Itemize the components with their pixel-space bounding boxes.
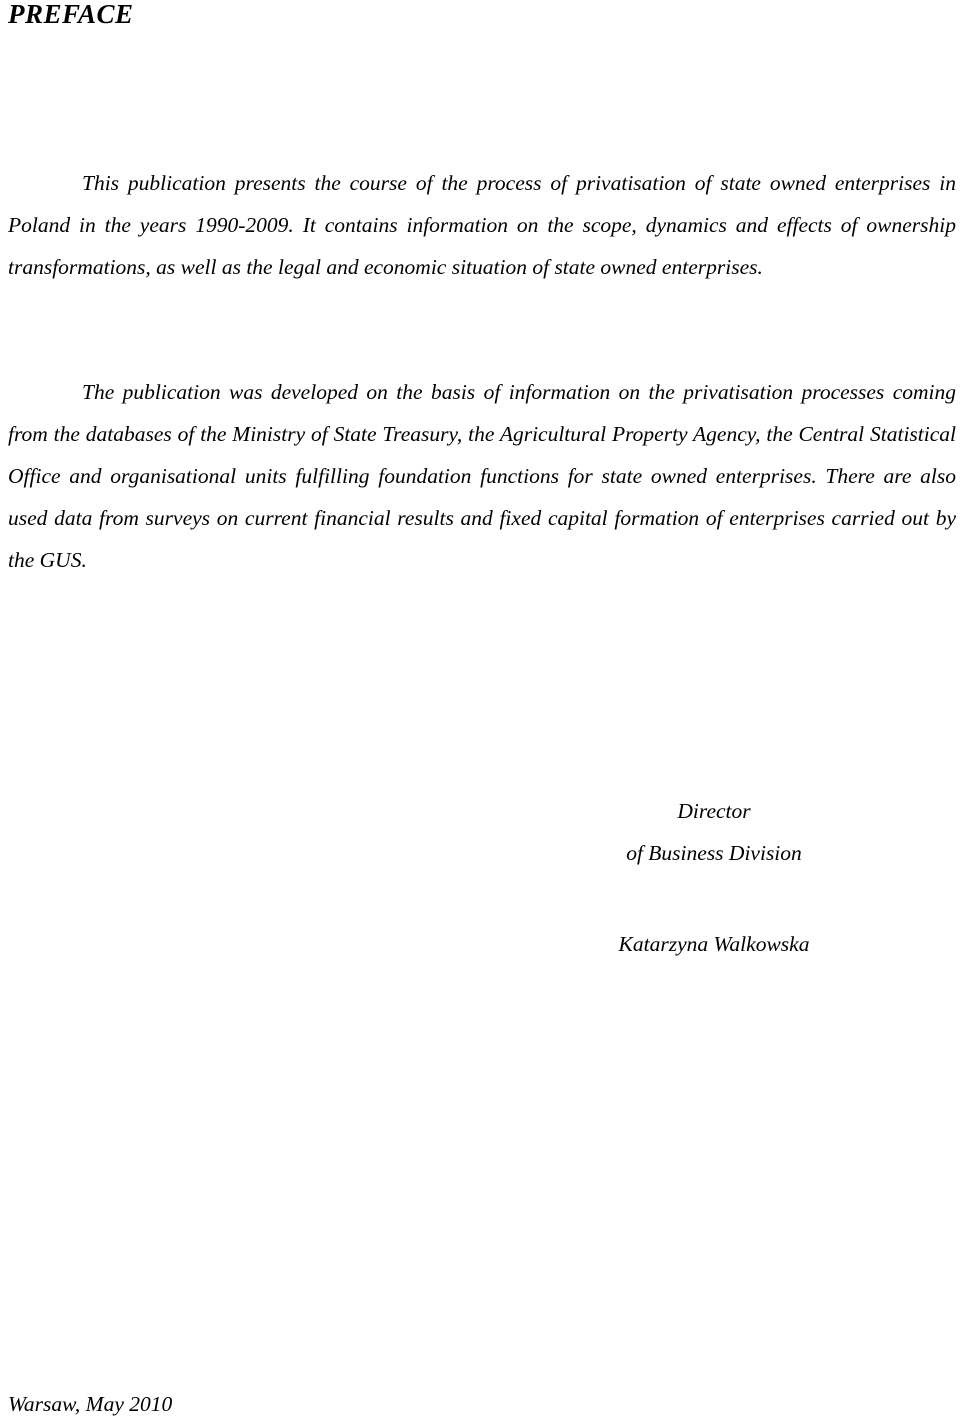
paragraph-sources: The publication was developed on the basis of information on the privatisation processes coming from the databases of the Ministry of State Treasury, the Agricultural Property Agency, the Central Statistical Office and organisational units fulfilling foundation functions for state owned enterprises. There are also used data from surveys on current financial results and fixed capital formation of enterprises carried out by the GUS. <box>8 380 956 572</box>
page-title: PREFACE <box>8 0 134 29</box>
signature-division: of Business Division <box>626 841 802 865</box>
place-date: Warsaw, May 2010 <box>8 1392 173 1416</box>
paragraph-intro: This publication presents the course of the process of privatisation of state owned enterprises in Poland in the years 1990-2009. It contains information on the scope, dynamics and effects of ownership transformations, as well as the legal and economic situation of state owned enterprises. <box>8 171 956 279</box>
signature-name: Katarzyna Walkowska <box>618 932 810 956</box>
signature-title: Director <box>677 799 751 823</box>
